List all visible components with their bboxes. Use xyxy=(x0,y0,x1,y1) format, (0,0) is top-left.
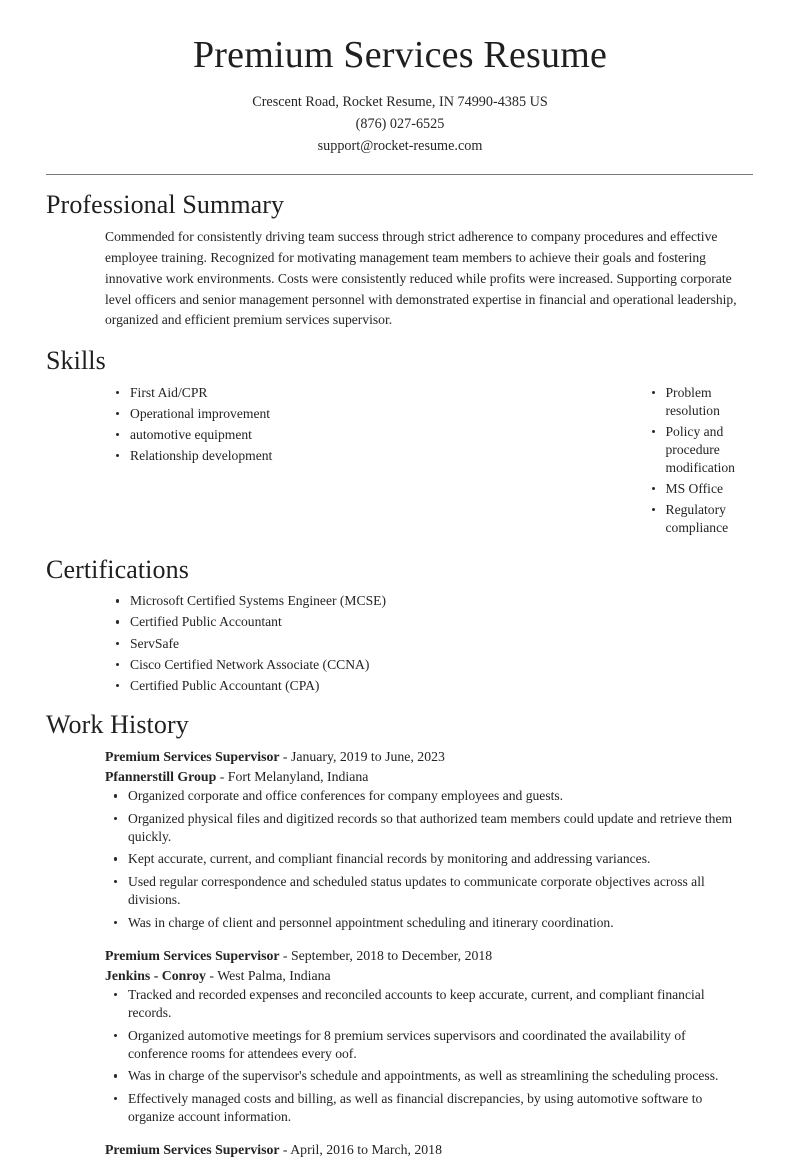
job-bullet: Effectively managed costs and billing, as well as financial discrepancies, by using automotive software to organize account information. xyxy=(105,1090,748,1126)
job-title: Premium Services Supervisor xyxy=(105,947,280,963)
section-work-history xyxy=(0,709,800,1160)
job-dates: - September, 2018 to December, 2018 xyxy=(279,947,493,963)
job-company-line xyxy=(105,966,748,986)
contact-email: support@rocket-resume.com xyxy=(317,137,483,154)
list-item: automotive equipment xyxy=(107,426,434,444)
summary-text: Commended for consistently driving team success through strict adherence to company procedures and effective employee training. Recognized for motivating management team members to achieve their goals and fostering innovative work environments. Costs were consistently reduced while profits were increased. Supporting corporate level officers and senior management personnel with demonstrated expertise in financial and operational leadership, organized and efficient premium services supervisor. xyxy=(105,228,737,328)
job-bullet-list xyxy=(105,787,748,932)
skills-column-right xyxy=(434,384,761,541)
header-divider xyxy=(46,174,753,175)
certifications-body xyxy=(0,592,800,694)
job-bullet: Organized physical files and digitized records so that authorized team members could update and retrieve them quickly. xyxy=(105,810,748,846)
list-item: Problem resolution xyxy=(643,384,761,420)
list-item: Certified Public Accountant xyxy=(107,613,760,631)
contact-phone: (876) 027-6525 xyxy=(355,115,445,132)
skills-list-right xyxy=(643,384,761,538)
list-item: First Aid/CPR xyxy=(107,384,434,402)
work-history-jobs xyxy=(0,747,800,1160)
skills-heading: Skills xyxy=(46,346,106,376)
job-company-line xyxy=(105,767,748,787)
list-item: Policy and procedure modification xyxy=(643,423,761,477)
job-bullet: Was in charge of the supervisor's schedule and appointments, as well as streamlining the scheduling process. xyxy=(105,1067,748,1085)
section-skills xyxy=(0,345,800,540)
job-bullet: Used regular correspondence and scheduled status updates to communicate corporate objectives across all divisions. xyxy=(105,873,748,909)
job-location: - Fort Melanyland, Indiana xyxy=(216,769,369,785)
section-certifications xyxy=(0,554,800,695)
job-title-line xyxy=(105,747,748,767)
list-item: MS Office xyxy=(643,480,761,498)
job-dates: - April, 2016 to March, 2018 xyxy=(279,1142,442,1158)
page-title: Premium Services Resume xyxy=(192,34,608,76)
job-company: Pfannerstill Group xyxy=(105,769,217,785)
job-title: Premium Services Supervisor xyxy=(105,1142,280,1158)
certifications-heading: Certifications xyxy=(46,555,189,585)
job-bullet: Organized corporate and office conferences for company employees and guests. xyxy=(105,787,748,805)
work-history-heading: Work History xyxy=(46,709,189,739)
list-item: Relationship development xyxy=(107,447,434,465)
job-title-line xyxy=(105,1140,748,1160)
job-bullet: Tracked and recorded expenses and reconciled accounts to keep accurate, current, and compliant financial records. xyxy=(105,986,748,1022)
job-title: Premium Services Supervisor xyxy=(105,748,280,764)
section-professional-summary xyxy=(0,189,800,332)
list-item: Cisco Certified Network Associate (CCNA) xyxy=(107,656,760,674)
list-item: Certified Public Accountant (CPA) xyxy=(107,677,760,695)
skills-columns xyxy=(0,384,800,541)
list-item: Microsoft Certified Systems Engineer (MCSE) xyxy=(107,592,760,610)
job-title-line xyxy=(105,946,748,966)
job-company: Jenkins - Conroy xyxy=(105,967,206,983)
job-bullet-list xyxy=(105,986,748,1126)
job-dates: - January, 2019 to June, 2023 xyxy=(279,748,445,764)
work-history-entry xyxy=(0,1140,800,1160)
contact-address: Crescent Road, Rocket Resume, IN 74990-4385 US xyxy=(252,93,548,110)
list-item: Regulatory compliance xyxy=(643,501,761,537)
list-item: ServSafe xyxy=(107,635,760,653)
job-bullet: Kept accurate, current, and compliant financial records by monitoring and addressing variances. xyxy=(105,850,748,868)
list-item: Operational improvement xyxy=(107,405,434,423)
work-history-entry xyxy=(0,747,800,932)
job-bullet: Organized automotive meetings for 8 premium services supervisors and coordinated the availability of conference rooms for attendees every oof. xyxy=(105,1027,748,1063)
resume-header xyxy=(0,0,800,157)
job-location: - West Palma, Indiana xyxy=(205,967,331,983)
summary-heading: Professional Summary xyxy=(46,189,285,219)
skills-column-left xyxy=(107,384,434,541)
skills-list-left xyxy=(107,384,434,465)
certifications-list xyxy=(107,592,760,694)
work-history-entry xyxy=(0,946,800,1126)
job-bullet: Was in charge of client and personnel appointment scheduling and itinerary coordination. xyxy=(105,914,748,932)
